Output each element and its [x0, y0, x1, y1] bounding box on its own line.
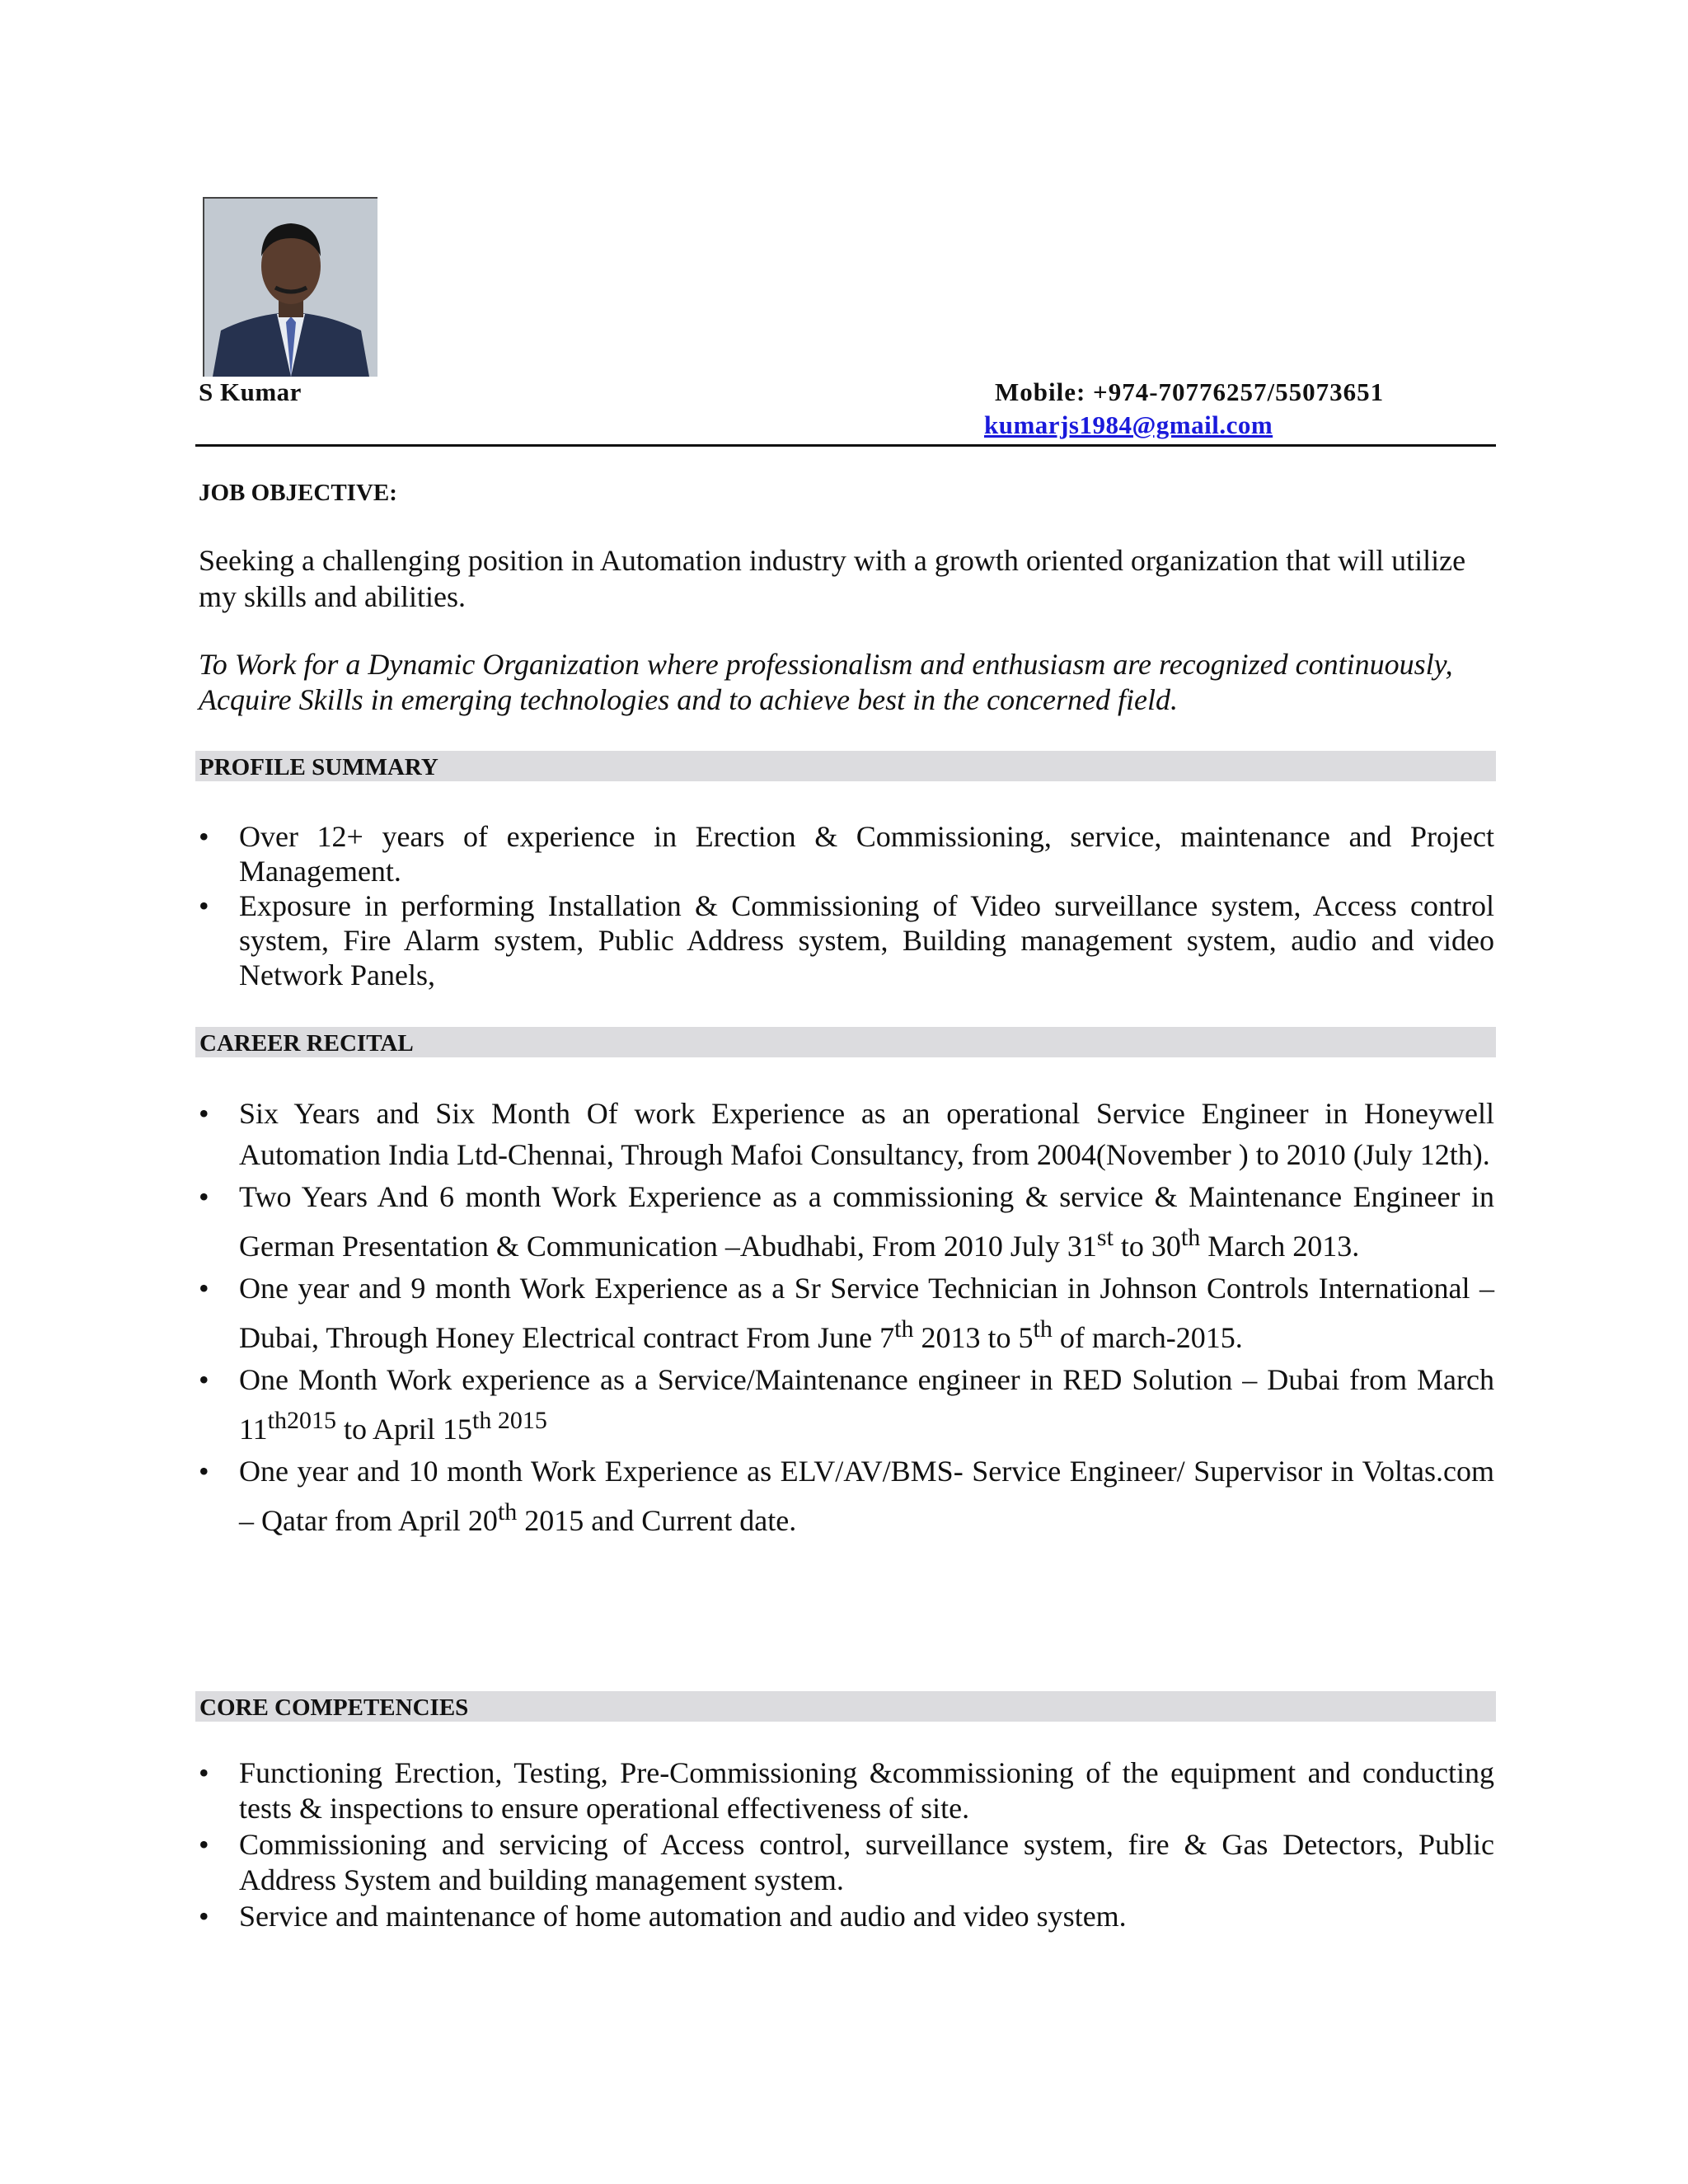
core-competencies-bar	[195, 1691, 1496, 1722]
list-item-text: to 30	[1113, 1230, 1181, 1263]
bullet-icon: •	[199, 889, 209, 922]
superscript: th	[1033, 1315, 1053, 1343]
bullet-icon: •	[199, 820, 209, 853]
section-heading: CORE COMPETENCIES	[199, 1694, 469, 1721]
email-link[interactable]: kumarjs1984@gmail.com	[984, 410, 1273, 439]
core-competencies-list	[199, 1755, 1494, 1935]
bullet-icon: •	[199, 1455, 209, 1488]
objective-heading: JOB OBJECTIVE:	[199, 480, 397, 506]
list-item-text: Functioning Erection, Testing, Pre-Commissioning &commissioning of the equipment and conducting tests & inspections to ensure operational effectiveness of site.	[239, 1756, 1494, 1825]
list-item-text: 2015 and Current date.	[517, 1504, 797, 1537]
bullet-icon: •	[199, 1272, 209, 1305]
career-recital-list	[199, 1093, 1494, 1542]
list-item-text: to April 15	[336, 1413, 473, 1446]
list-item-text: Two Years And 6 month Work Experience as a commissioning & service & Maintenance Engineer in German Presentation & Communication –Abudhabi, From 2010 July 31	[239, 1180, 1494, 1263]
list-item-text: Over 12+ years of experience in Erection & Commissioning, service, maintenance and Project Management.	[239, 820, 1494, 888]
list-item-text: Six Years and Six Month Of work Experience as an operational Service Engineer in Honeywell Automation India Ltd-Chennai, Through Mafoi Consultancy, from 2004(November ) to 2010 (July 12th).	[239, 1097, 1494, 1171]
section-heading: CAREER RECITAL	[199, 1030, 414, 1057]
superscript: th 2015	[472, 1407, 547, 1434]
career-recital-bar	[195, 1027, 1496, 1057]
profile-summary-bar	[195, 751, 1496, 781]
list-item	[199, 1359, 1494, 1450]
list-item-text: One year and 10 month Work Experience as ELV/AV/BMS- Service Engineer/ Supervisor in Voltas.com – Qatar from April 20	[239, 1455, 1494, 1537]
bullet-icon: •	[199, 1097, 209, 1130]
bullet-icon: •	[199, 1180, 209, 1213]
superscript: th	[497, 1498, 518, 1526]
list-item	[199, 888, 1494, 992]
mobile-number: Mobile: +974-70776257/55073651	[995, 377, 1385, 406]
list-item	[199, 1093, 1494, 1175]
candidate-name: S Kumar	[199, 377, 302, 406]
list-item-text: 2013 to 5	[913, 1321, 1034, 1354]
objective-text: Seeking a challenging position in Automation industry with a growth oriented organization that will utilize my skills and abilities.	[199, 544, 1466, 613]
list-item-text: Commissioning and servicing of Access control, surveillance system, fire & Gas Detectors, Public Address System and building management system.	[239, 1828, 1494, 1896]
superscript: th	[894, 1315, 914, 1343]
list-item	[199, 1268, 1494, 1358]
list-item-text: One Month Work experience as a Service/Maintenance engineer in RED Solution – Dubai from March 11	[239, 1363, 1494, 1446]
superscript: st	[1096, 1224, 1114, 1251]
profile-photo	[203, 197, 377, 377]
objective-statement: To Work for a Dynamic Organization where professionalism and enthusiasm are recognized continuously, Acquire Skills in emerging technologies and to achieve best in the concerned field.	[199, 648, 1453, 716]
bullet-icon: •	[199, 1363, 209, 1396]
list-item	[199, 1827, 1494, 1898]
profile-summary-list	[199, 819, 1494, 992]
header-divider	[195, 444, 1496, 447]
list-item	[199, 1176, 1494, 1267]
section-heading: PROFILE SUMMARY	[199, 754, 438, 780]
list-item-text: March 2013.	[1200, 1230, 1360, 1263]
list-item-text: Service and maintenance of home automation and audio and video system.	[239, 1900, 1127, 1933]
list-item	[199, 819, 1494, 888]
bullet-icon: •	[199, 1756, 209, 1789]
bullet-icon: •	[199, 1900, 209, 1933]
list-item	[199, 1755, 1494, 1826]
list-item-text: Exposure in performing Installation & Commissioning of Video surveillance system, Access control system, Fire Alarm system, Public Address system, Building management system, audio and video Network Panels,	[239, 889, 1494, 991]
bullet-icon: •	[199, 1828, 209, 1861]
list-item-text: of march-2015.	[1052, 1321, 1243, 1354]
superscript: th2015	[267, 1407, 337, 1434]
list-item-text: One year and 9 month Work Experience as a Sr Service Technician in Johnson Controls International – Dubai, Through Honey Electrical contract From June 7	[239, 1272, 1494, 1354]
list-item	[199, 1899, 1494, 1934]
superscript: th	[1180, 1224, 1201, 1251]
list-item	[199, 1451, 1494, 1541]
